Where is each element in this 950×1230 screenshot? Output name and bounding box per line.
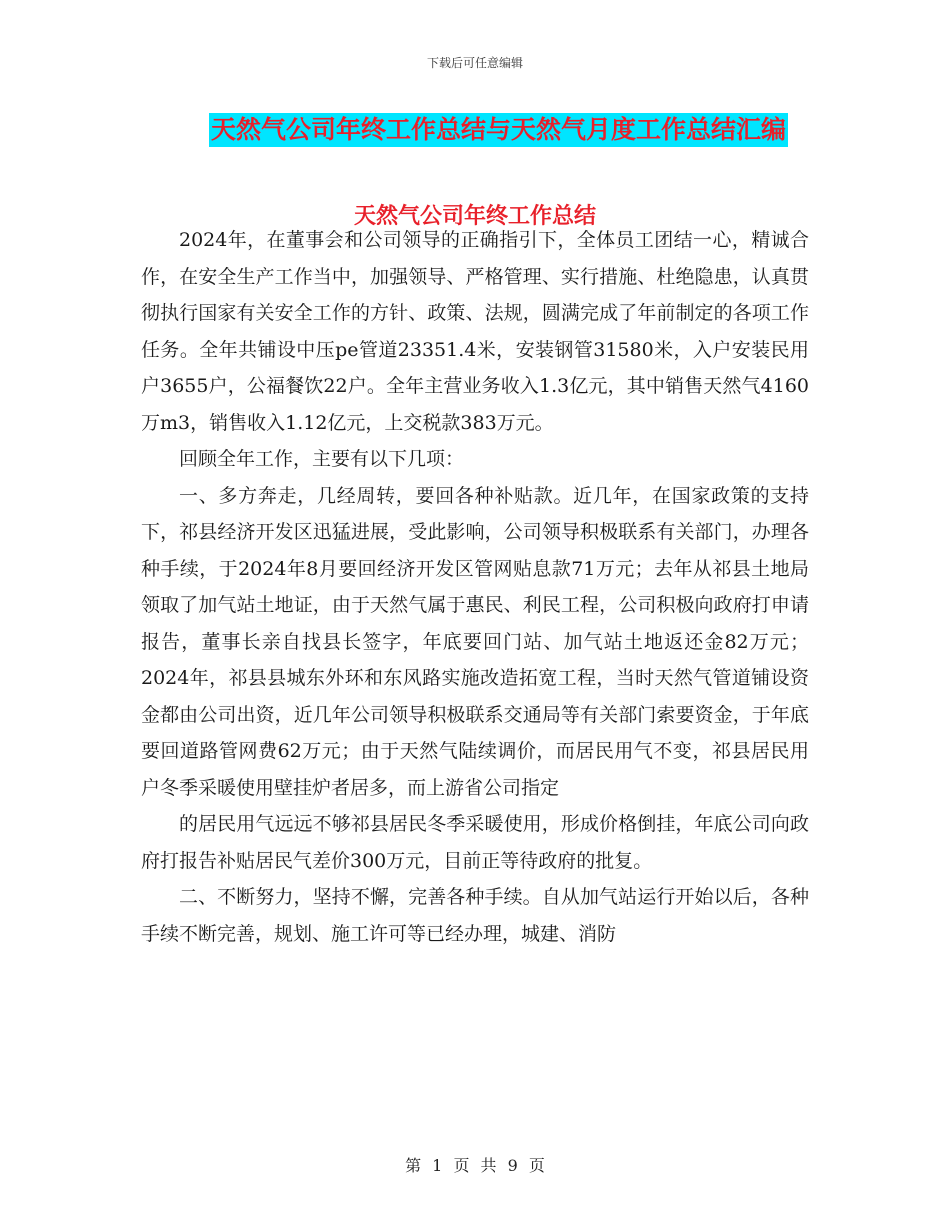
paragraph-item-one: 一、多方奔走，几经周转，要回各种补贴款。近几年，在国家政策的支持下，祁县经济开发区迅猛进展，受此影响，公司领导积极联系有关部门，办理各种手续，于2024年8月要回经济开发区管网贴息款71万元；去年从祁县土地局领取了加气站土地证，由于天然气属于惠民、利民工程，公司积极向政府打申请报告，董事长亲自找县长签字，年底要回门站、加气站土地返还金82万元；2024年，祁县县城东外环和东风路实施改造拓宽工程，当时天然气管道铺设资金都由公司出资，近几年公司领导积极联系交通局等有关部门索要资金，于年底要回道路管网费62万元；由于天然气陆续调价，而居民用气不变，祁县居民用户冬季采暖使用壁挂炉者居多，而上游省公司指定 <box>141 484 809 799</box>
page-footer: 第 1 页 共 9 页 <box>405 1156 545 1175</box>
document-title-container <box>0 113 950 147</box>
section-title: 天然气公司年终工作总结 <box>353 204 596 229</box>
document-title: 天然气公司年终工作总结与天然气月度工作总结汇编 <box>209 113 788 147</box>
body-text <box>141 222 809 952</box>
header-note: 下载后可任意编辑 <box>426 56 523 70</box>
paragraph-review: 回顾全年工作，主要有以下几项： <box>179 448 465 470</box>
paragraph-intro: 2024年，在董事会和公司领导的正确指引下，全体员工团结一心，精诚合作，在安全生产工作当中，加强领导、严格管理、实行措施、杜绝隐患，认真贯彻执行国家有关安全工作的方针、政策、法规，圆满完成了年前制定的各项工作任务。全年共铺设中压pe管道23351.4米，安装钢管31580米，入户安装民用户3655户，公福餐饮22户。全年主营业务收入1.3亿元，其中销售天然气4160万m3，销售收入1.12亿元，上交税款383万元。 <box>141 229 809 434</box>
paragraph-item-one-continued: 的居民用气远远不够祁县居民冬季采暖使用，形成价格倒挂，年底公司向政府打报告补贴居民气差价300万元，目前正等待政府的批复。 <box>141 813 809 872</box>
paragraph-item-two: 二、不断努力，坚持不懈，完善各种手续。自从加气站运行开始以后，各种手续不断完善，规划、施工许可等已经办理，城建、消防 <box>141 886 809 945</box>
